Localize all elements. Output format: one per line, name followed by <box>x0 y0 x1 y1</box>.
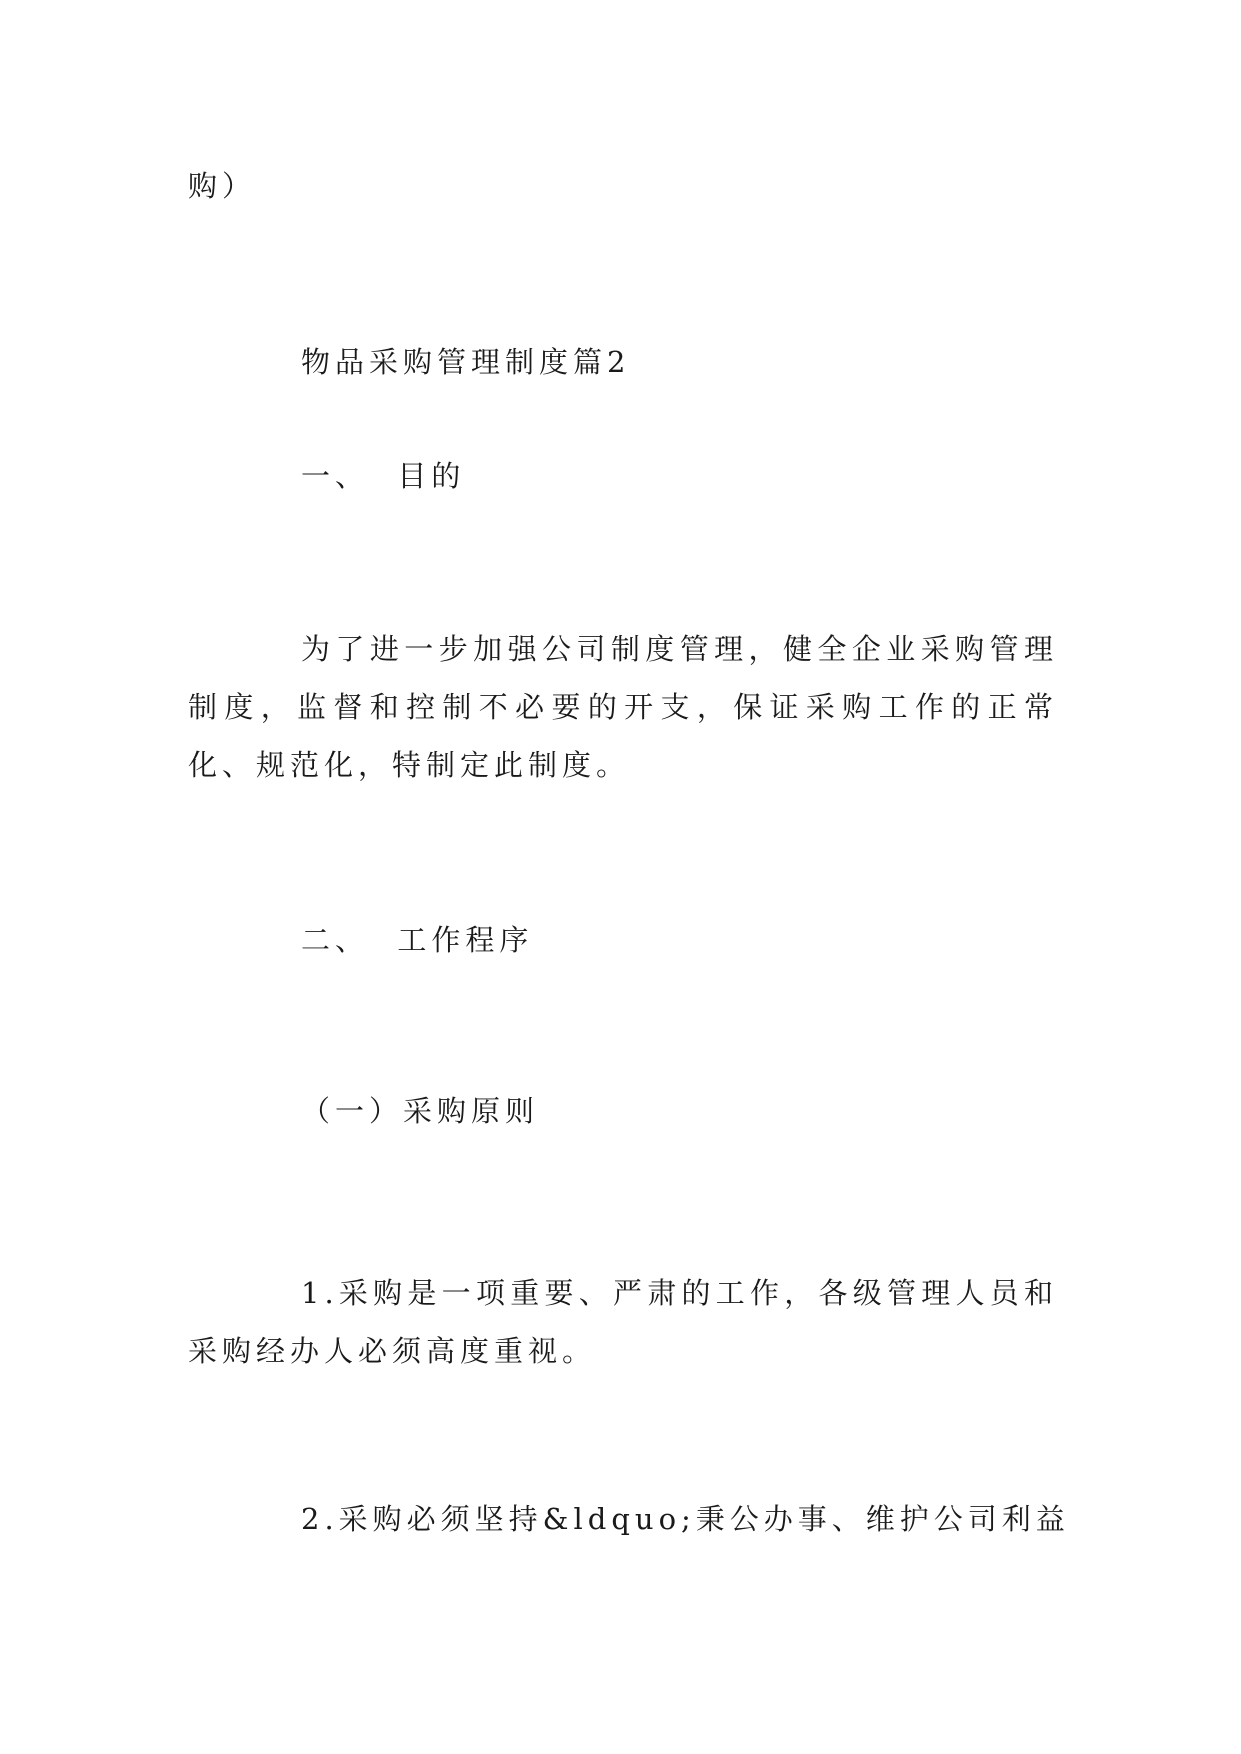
section-1-body: 为了进一步加强公司制度管理，健全企业采购管理制度，监督和控制不必要的开支，保证采购工作的正常化、规范化，特制定此制度。 <box>188 632 1058 782</box>
subsection-1-title: （一）采购原则 <box>301 1094 540 1128</box>
continuation-text: 购） <box>188 169 257 203</box>
section-1-title: 一、 目的 <box>301 459 466 493</box>
list-item-1: 1.采购是一项重要、严肃的工作，各级管理人员和采购经办人必须高度重视。 <box>188 1276 1058 1368</box>
document-heading: 物品采购管理制度篇2 <box>301 345 631 379</box>
list-item-2: 2.采购必须坚持&ldquo;秉公办事、维护公司利益 <box>301 1502 1070 1536</box>
section-2-title: 二、 工作程序 <box>301 923 534 957</box>
